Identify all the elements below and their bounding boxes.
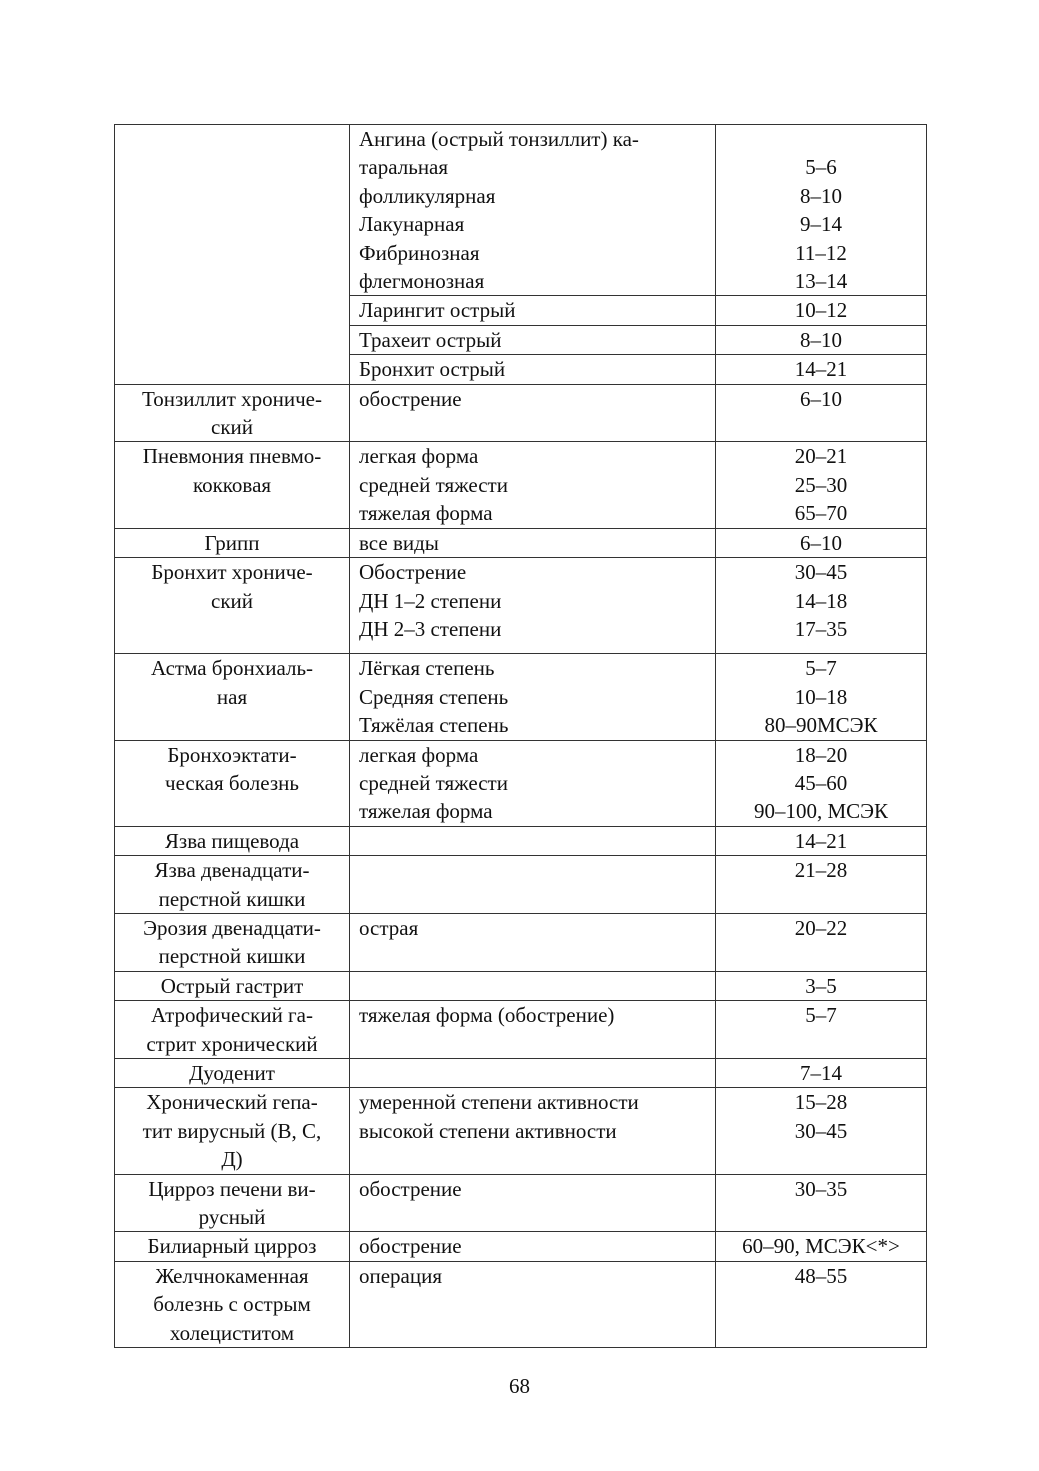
cell-line: 80–90МСЭК <box>764 713 878 738</box>
cell-line: легкая форма <box>359 742 479 767</box>
table-row <box>115 971 927 1000</box>
cell-line: кокковая <box>192 472 272 497</box>
cell-line: 14–21 <box>794 357 848 382</box>
cell-line: все виды <box>359 530 439 555</box>
form-cell <box>350 740 716 826</box>
form-cell <box>350 558 716 654</box>
table-row <box>115 1088 927 1174</box>
table-row <box>115 913 927 971</box>
cell-line <box>716 125 926 153</box>
duration-cell <box>716 654 927 740</box>
cell-line: Трахеит острый <box>359 327 502 352</box>
empty-line <box>359 972 711 1000</box>
cell-line: ский <box>211 415 253 440</box>
table-row <box>115 442 927 528</box>
cell-line: ная <box>216 684 248 709</box>
cell-line: 8–10 <box>800 327 842 352</box>
cell-line: 45–60 <box>794 770 848 795</box>
disease-cell <box>115 528 350 557</box>
empty-line <box>359 827 711 855</box>
duration-cell <box>716 558 927 654</box>
table-row <box>115 856 927 914</box>
disease-cell <box>115 971 350 1000</box>
cell-line: высокой степени активности <box>359 1118 617 1143</box>
disease-cell <box>115 1059 350 1088</box>
form-cell <box>350 1261 716 1347</box>
cell-line: ДН 1–2 степени <box>359 588 502 613</box>
cell-line: 60–90, МСЭК<*> <box>742 1234 900 1259</box>
cell-line: обострение <box>359 386 462 411</box>
disease-cell <box>115 740 350 826</box>
table-row <box>115 125 927 296</box>
table-body <box>115 125 927 1348</box>
disease-cell <box>115 654 350 740</box>
cell-line: 30–45 <box>794 560 848 585</box>
cell-line: 5–6 <box>805 155 837 180</box>
table-row <box>115 740 927 826</box>
cell-line: 11–12 <box>795 240 847 265</box>
duration-cell <box>716 740 927 826</box>
cell-line: ДН 2–3 степени <box>359 616 502 641</box>
cell-line: 7–14 <box>800 1061 842 1085</box>
duration-cell <box>716 125 927 296</box>
cell-line: острая <box>359 915 419 940</box>
cell-line: таральная <box>359 155 449 180</box>
duration-cell <box>716 528 927 557</box>
form-cell <box>350 384 716 442</box>
cell-line: Тонзиллит хрониче- <box>142 386 322 411</box>
cell-line: 30–35 <box>794 1176 848 1201</box>
disease-cell <box>115 1174 350 1232</box>
form-cell <box>350 1059 716 1088</box>
cell-line: Атрофический га- <box>151 1003 313 1028</box>
cell-line: болезнь с острым <box>153 1292 311 1317</box>
cell-line: обострение <box>359 1234 462 1259</box>
duration-cell <box>716 1232 927 1261</box>
cell-line: обострение <box>359 1176 462 1201</box>
cell-line: Ангина (острый тонзиллит) ка- <box>359 127 639 151</box>
cell-line: ческая болезнь <box>165 770 299 795</box>
disease-cell <box>115 826 350 855</box>
cell-line: Грипп <box>204 530 260 555</box>
table-row <box>115 1059 927 1088</box>
disease-cell <box>115 1088 350 1174</box>
disease-duration-table <box>114 124 927 1348</box>
form-cell <box>350 125 716 296</box>
table-row <box>115 1232 927 1261</box>
cell-line: Язва двенадцати- <box>154 858 310 883</box>
cell-line: перстной кишки <box>158 886 306 911</box>
disease-cell <box>115 1232 350 1261</box>
cell-line: средней тяжести <box>359 472 508 497</box>
cell-line: Хронический гепа- <box>146 1090 318 1115</box>
cell-line: Обострение <box>359 560 467 585</box>
cell-line: Желчнокаменная <box>155 1263 309 1288</box>
cell-line: 8–10 <box>800 183 842 208</box>
form-cell <box>350 528 716 557</box>
cell-line: 48–55 <box>794 1263 848 1288</box>
cell-line: Лакунарная <box>359 212 465 237</box>
cell-line: 14–21 <box>794 828 848 853</box>
duration-cell <box>716 1059 927 1088</box>
cell-line: Ларингит острый <box>359 298 516 323</box>
page-number: 68 <box>509 1374 530 1398</box>
cell-line: 20–21 <box>794 444 848 469</box>
disease-cell <box>115 856 350 914</box>
form-cell <box>350 355 716 384</box>
cell-line: Дуоденит <box>189 1061 275 1085</box>
disease-cell <box>115 384 350 442</box>
duration-cell <box>716 325 927 354</box>
cell-line: операция <box>359 1263 443 1288</box>
cell-line: Пневмония пневмо- <box>142 444 322 469</box>
cell-line: 13–14 <box>794 269 848 294</box>
table-row <box>115 1001 927 1059</box>
disease-cell <box>115 442 350 528</box>
form-cell <box>350 856 716 914</box>
cell-line: 18–20 <box>794 742 848 767</box>
cell-line: легкая форма <box>359 444 479 469</box>
form-cell <box>350 654 716 740</box>
cell-line: 21–28 <box>794 858 848 883</box>
table-row <box>115 528 927 557</box>
cell-line: Острый гастрит <box>160 973 304 998</box>
cell-line: перстной кишки <box>158 944 306 969</box>
cell-line: 5–7 <box>805 656 837 681</box>
table-row <box>115 558 927 654</box>
duration-cell <box>716 856 927 914</box>
cell-line: 20–22 <box>794 915 848 940</box>
disease-cell <box>115 558 350 654</box>
cell-line: Билиарный цирроз <box>147 1234 317 1259</box>
cell-line: ский <box>211 588 253 613</box>
cell-line: Фибринозная <box>359 240 480 265</box>
cell-line: тяжелая форма <box>359 799 493 824</box>
cell-line: тяжелая форма <box>359 501 493 526</box>
disease-cell <box>115 125 350 385</box>
cell-line: 10–12 <box>794 298 848 323</box>
disease-cell <box>115 913 350 971</box>
form-cell <box>350 442 716 528</box>
cell-line: 5–7 <box>805 1003 837 1028</box>
duration-cell <box>716 1088 927 1174</box>
form-cell <box>350 1232 716 1261</box>
empty-line <box>359 1059 711 1087</box>
duration-cell <box>716 442 927 528</box>
duration-cell <box>716 1174 927 1232</box>
cell-line: русный <box>198 1205 266 1230</box>
cell-line: средней тяжести <box>359 770 508 795</box>
cell-line: тит вирусный (В, С, <box>142 1118 322 1143</box>
cell-line: Эрозия двенадцати- <box>143 915 321 940</box>
duration-cell <box>716 971 927 1000</box>
table-row <box>115 826 927 855</box>
cell-line: тяжелая форма (обострение) <box>359 1003 615 1028</box>
cell-line: флегмонозная <box>359 269 485 294</box>
cell-line: 25–30 <box>794 472 848 497</box>
cell-line: 14–18 <box>794 588 848 613</box>
form-cell <box>350 1174 716 1232</box>
form-cell <box>350 971 716 1000</box>
cell-line: Цирроз печени ви- <box>148 1176 316 1201</box>
table-row <box>115 654 927 740</box>
cell-line: Лёгкая степень <box>359 656 495 681</box>
cell-line: Средняя степень <box>359 684 509 709</box>
cell-line: 17–35 <box>794 616 848 641</box>
cell-line: 6–10 <box>800 530 842 555</box>
empty-line <box>121 125 343 153</box>
cell-line: Астма бронхиаль- <box>150 656 314 681</box>
duration-cell <box>716 355 927 384</box>
form-cell <box>350 296 716 325</box>
empty-line <box>359 856 711 884</box>
duration-cell <box>716 296 927 325</box>
form-cell <box>350 1001 716 1059</box>
disease-cell <box>115 1261 350 1347</box>
form-cell <box>350 325 716 354</box>
table-row <box>115 384 927 442</box>
duration-cell <box>716 913 927 971</box>
cell-line: 65–70 <box>794 501 848 526</box>
cell-line: Язва пищевода <box>164 828 300 853</box>
cell-line: Д) <box>221 1147 243 1172</box>
cell-line: Бронхит острый <box>359 357 506 382</box>
duration-cell <box>716 384 927 442</box>
cell-line: 30–45 <box>794 1118 848 1143</box>
disease-cell <box>115 1001 350 1059</box>
form-cell <box>350 826 716 855</box>
cell-line: Бронхоэктати- <box>167 742 297 767</box>
duration-cell <box>716 1001 927 1059</box>
cell-line: Тяжёлая степень <box>359 713 509 738</box>
cell-line: 15–28 <box>794 1090 848 1115</box>
cell-line: 90–100, МСЭК <box>753 799 889 824</box>
cell-line: стрит хронический <box>146 1031 318 1056</box>
cell-line: Бронхит хрониче- <box>151 560 313 585</box>
cell-line: умеренной степени активности <box>359 1090 639 1115</box>
duration-cell <box>716 826 927 855</box>
form-cell <box>350 913 716 971</box>
cell-line: 6–10 <box>800 386 842 411</box>
cell-line: 10–18 <box>794 684 848 709</box>
duration-cell <box>716 1261 927 1347</box>
form-cell <box>350 1088 716 1174</box>
table-row <box>115 1261 927 1347</box>
cell-line: 3–5 <box>805 973 837 998</box>
table-row <box>115 1174 927 1232</box>
cell-line: фолликулярная <box>359 183 496 208</box>
cell-line: холециститом <box>169 1320 295 1345</box>
cell-line: 9–14 <box>800 212 842 237</box>
